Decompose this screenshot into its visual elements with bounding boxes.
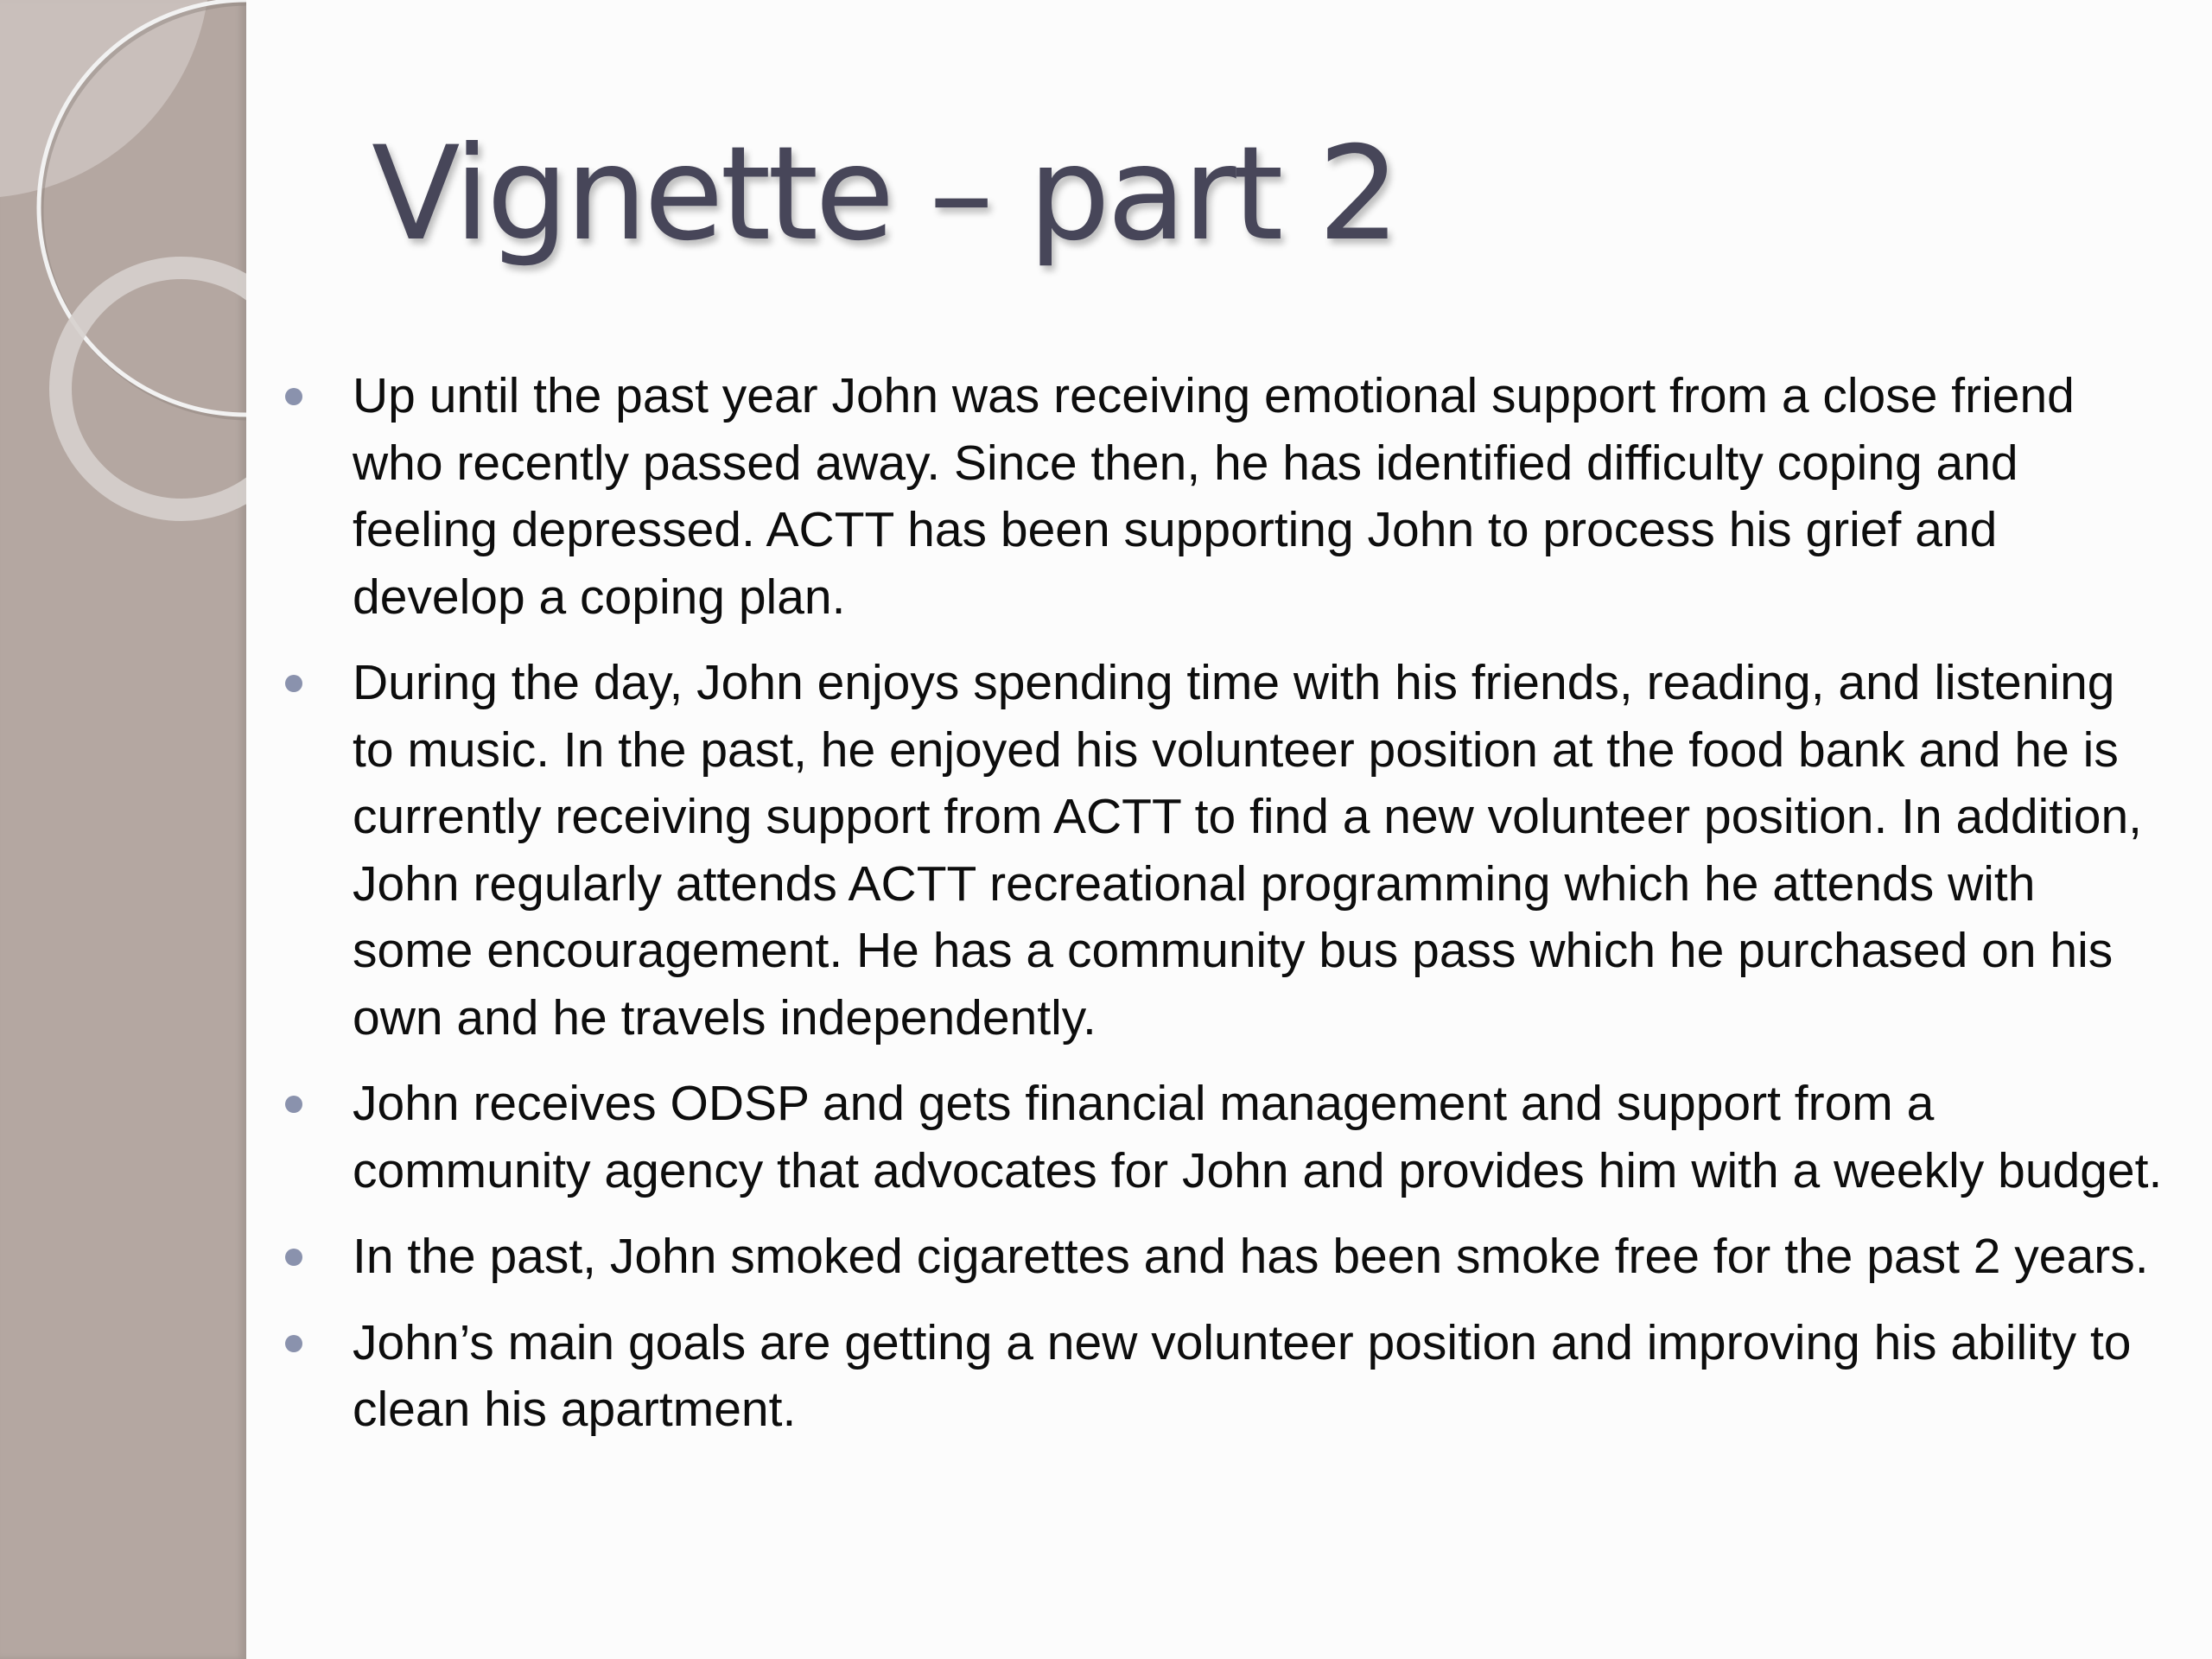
bullet-text: John’s main goals are getting a new volunteer position and improving his ability to clean his apartment.: [353, 1314, 2132, 1437]
bullet-item: [285, 1224, 2169, 1291]
bullet-text: In the past, John smoked cigarettes and has been smoke free for the past 2 years.: [353, 1229, 2149, 1284]
decorative-circles: [0, 0, 246, 536]
bullet-point-icon: [285, 1335, 302, 1352]
bullet-point-icon: [285, 1249, 302, 1266]
bullet-point-icon: [285, 388, 302, 405]
bullet-text: During the day, John enjoys spending time with his friends, reading, and listening to music. In the past, he enjoyed his volunteer position at the food bank and he is currently receiving support from ACTT to find a new volunteer position. In addition, John regularly attends ACTT recreational programming which he attends with some encouragement. He has a community bus pass which he purchased on his own and he travels independently.: [353, 655, 2143, 1046]
slide-title: Vignette – part 2: [372, 119, 1397, 270]
decorative-side-panel: [0, 0, 246, 1659]
bullet-list: [285, 363, 2169, 1463]
bullet-point-icon: [285, 675, 302, 692]
bullet-text: John receives ODSP and gets financial management and support from a community agency that advocates for John and provides him with a weekly budget.: [353, 1076, 2163, 1198]
bullet-text: Up until the past year John was receiving emotional support from a close friend who recently passed away. Since then, he has identified difficulty coping and feeling depressed. ACTT has been supporting John to process his grief and develop a coping plan.: [353, 368, 2075, 625]
bullet-item: [285, 650, 2169, 1052]
bullet-item: [285, 363, 2169, 631]
bullet-item: [285, 1310, 2169, 1444]
bullet-item: [285, 1071, 2169, 1205]
bullet-point-icon: [285, 1096, 302, 1113]
